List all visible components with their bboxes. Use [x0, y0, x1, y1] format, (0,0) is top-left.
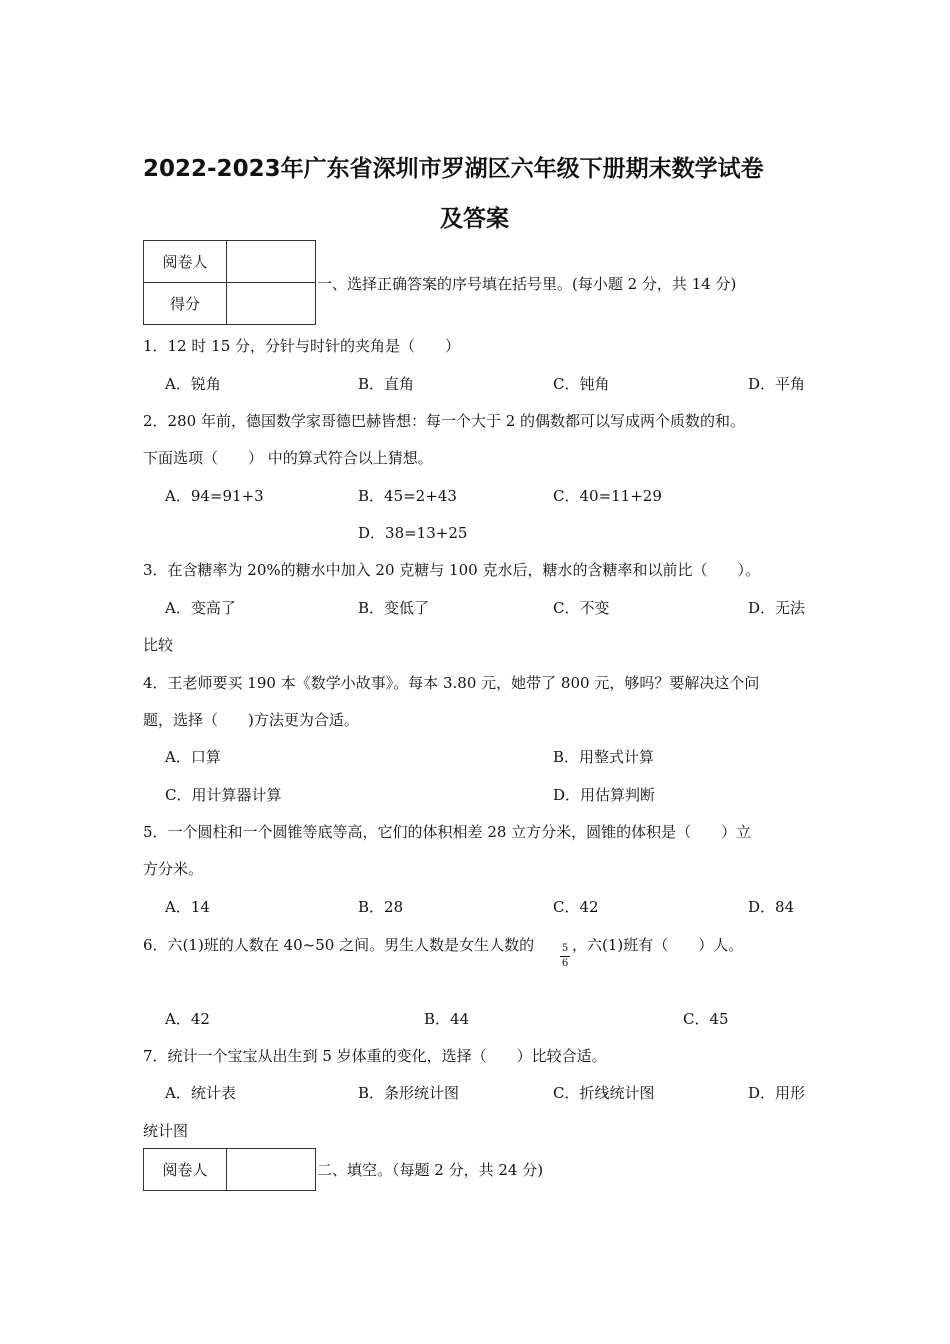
q1-option-b: B．直角: [358, 375, 415, 393]
q3-option-a: A．变高了: [165, 599, 236, 617]
q2-option-d: D．38=13+25: [358, 524, 468, 542]
section1-heading: 一、选择正确答案的序号填在括号里。(每小题 2 分，共 14 分): [317, 275, 737, 293]
q4-option-a: A．口算: [165, 748, 221, 766]
q5-option-d: D．84: [748, 898, 795, 916]
q1-option-c: C．钝角: [553, 375, 610, 393]
q6-stem-after: ，六(1)班有（ ）人。: [572, 936, 744, 954]
score-blank: [227, 283, 316, 325]
q6-option-c: C．45: [683, 1010, 729, 1028]
q1-stem: 1．12 时 15 分，分针与时针的夹角是（ ）: [143, 337, 461, 355]
q6-option-b: B．44: [424, 1010, 470, 1028]
q3-option-b: B．变低了: [358, 599, 430, 617]
q5-option-c: C．42: [553, 898, 599, 916]
q4-stem-line2: 题，选择（ )方法更为合适。: [143, 711, 359, 729]
q6-option-a: A．42: [165, 1010, 210, 1028]
q6-fraction-numerator: 5: [561, 943, 569, 954]
reviewer-label-2: 阅卷人: [144, 1149, 227, 1191]
score-label: 得分: [144, 283, 227, 325]
q6-fraction: [560, 943, 570, 970]
q7-option-c: C．折线统计图: [553, 1084, 655, 1102]
q2-option-c: C．40=11+29: [553, 487, 662, 505]
q6-stem-before: 6．六(1)班的人数在 40~50 之间。男生人数是女生人数的: [143, 936, 535, 954]
page-title-line2: 及答案: [440, 206, 509, 232]
q7-option-d-continued: 统计图: [143, 1122, 189, 1140]
q4-option-b: B．用整式计算: [553, 748, 655, 766]
q7-stem: 7．统计一个宝宝从出生到 5 岁体重的变化，选择（ ）比较合适。: [143, 1047, 607, 1065]
q2-option-a: A．94=91+3: [165, 487, 264, 505]
q7-option-d: D．用形: [748, 1084, 806, 1102]
q6-fraction-bar: [560, 956, 570, 957]
q4-stem-line1: 4．王老师要买 190 本《数学小故事》。每本 3.80 元，她带了 800 元，够吗？要解决这个问: [143, 674, 760, 692]
q3-option-c: C．不变: [553, 599, 610, 617]
reviewer-blank: [227, 241, 316, 283]
q2-stem-line2: 下面选项（ ） 中的算式符合以上猜想。: [143, 449, 433, 467]
q5-option-a: A．14: [165, 898, 210, 916]
page-title-line1: 2022-2023年广东省深圳市罗湖区六年级下册期末数学试卷: [143, 156, 764, 182]
q3-stem: 3．在含糖率为 20%的糖水中加入 20 克糖与 100 克水后，糖水的含糖率和以前比（ ）。: [143, 561, 760, 579]
score-table-1: [143, 240, 316, 325]
q1-option-d: D．平角: [748, 375, 806, 393]
section2-heading: 二、填空。（每题 2 分，共 24 分): [317, 1161, 544, 1179]
q7-option-b: B．条形统计图: [358, 1084, 460, 1102]
q4-option-c: C．用计算器计算: [165, 786, 282, 804]
q7-option-a: A．统计表: [165, 1084, 236, 1102]
q5-option-b: B．28: [358, 898, 404, 916]
q5-stem-line1: 5．一个圆柱和一个圆锥等底等高，它们的体积相差 28 立方分米，圆锥的体积是（ ）立: [143, 823, 752, 841]
q2-stem-line1: 2．280 年前，德国数学家哥德巴赫皆想：每一个大于 2 的偶数都可以写成两个质数的和。: [143, 412, 746, 430]
reviewer-label: 阅卷人: [144, 241, 227, 283]
q2-option-b: B．45=2+43: [358, 487, 457, 505]
q1-option-a: A．锐角: [165, 375, 221, 393]
q3-option-d-continued: 比较: [143, 636, 174, 654]
q5-stem-line2: 方分米。: [143, 860, 204, 878]
score-table-2: [143, 1148, 316, 1191]
reviewer-blank-2: [227, 1149, 316, 1191]
q6-fraction-denominator: 6: [561, 958, 569, 969]
q3-option-d: D．无法: [748, 599, 806, 617]
q4-option-d: D．用估算判断: [553, 786, 656, 804]
